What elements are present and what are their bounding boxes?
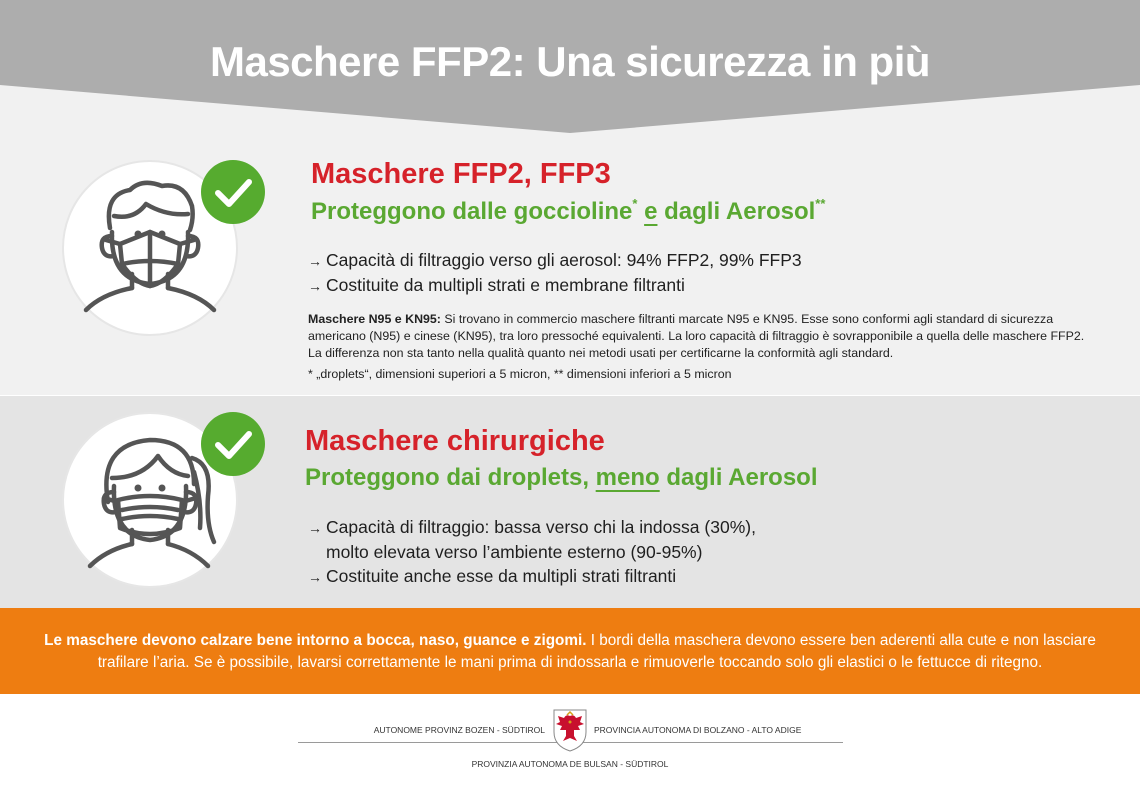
page-title: Maschere FFP2: Una sicurezza in più xyxy=(209,38,931,85)
surgical-subtitle xyxy=(305,464,818,492)
n95-note xyxy=(308,311,1098,362)
advice-banner xyxy=(0,608,1140,694)
arrow-icon: → xyxy=(308,520,322,536)
footer-ladin: PROVINZIA AUTONOMA DE BULSAN - SÜDTIROL xyxy=(471,759,669,769)
advice-bold-text: Le maschere devono calzare bene intorno a bocca, naso, guance e zigomi. xyxy=(44,632,587,649)
advice-normal-text: I bordi della maschera devono essere ben aderenti alla cute e non lasciare trafilare l’aria. Se è possibile, lavarsi correttamente le mani prima di indossarla e rimuoverle toccando solo gli elastici o le fettucce di ritegno. xyxy=(97,632,1096,671)
advice-text xyxy=(20,630,1120,674)
arrow-icon: → xyxy=(308,253,322,269)
n95-note-text: Si trovano in commercio maschere filtranti marcate N95 e KN95. Esse sono conformi agli standard di sicurezza americano (N95) e cinese (KN95), tra loro pressoché equivalenti. La loro capacità di filtraggio è sovrapponibile a quella delle maschere FFP2. La differenza non sta tanto nella qualità quanto nei metodi usati per certificarne la conformità agli standard. xyxy=(308,312,1085,360)
surgical-bullet-continued: molto elevata verso l’ambiente esterno (90-95%) xyxy=(326,542,703,562)
footer-italian: PROVINCIA AUTONOMA DI BOLZANO - ALTO ADIGE xyxy=(594,725,802,735)
surgical-subtitle-underlined: meno xyxy=(595,464,660,491)
footer-german: AUTONOME PROVINZ BOZEN - SÜDTIROL xyxy=(373,725,545,735)
ffp2-bullet xyxy=(308,248,802,273)
ffp2-bullet2-text: Costituite da multipli strati e membrane filtranti xyxy=(326,275,685,295)
ffp2-bullets xyxy=(308,248,802,298)
ffp2-subtitle-sup1: * xyxy=(632,196,638,211)
check-icon xyxy=(201,160,265,224)
ffp2-bullet1-text: Capacità di filtraggio verso gli aerosol: 94% FFP2, 99% FFP3 xyxy=(326,250,802,270)
ffp2-subtitle-underlined: e xyxy=(644,198,658,225)
surgical-bullet1-line1: Capacità di filtraggio: bassa verso chi la indossa (30%), xyxy=(326,517,756,537)
ffp2-title: Maschere FFP2, FFP3 xyxy=(311,158,611,190)
surgical-bullet2-text: Costituite anche esse da multipli strati filtranti xyxy=(326,566,677,586)
ffp2-subtitle-text2: dagli Aerosol xyxy=(657,198,816,225)
surgical-bullet xyxy=(308,564,756,589)
ffp2-subtitle-sup2: ** xyxy=(815,196,826,211)
surgical-title: Maschere chirurgiche xyxy=(305,425,605,457)
footnote: * „droplets“, dimensioni superiori a 5 micron, ** dimensioni inferiori a 5 micron xyxy=(308,367,732,381)
surgical-subtitle-text1: Proteggono dai droplets, xyxy=(305,464,596,491)
ffp2-subtitle xyxy=(311,198,825,226)
eagle-crest-icon xyxy=(552,708,588,752)
surgical-bullet xyxy=(308,515,756,540)
arrow-icon: → xyxy=(308,569,322,585)
ffp2-subtitle-text1: Proteggono dalle goccioline xyxy=(311,198,633,225)
arrow-icon: → xyxy=(308,278,322,294)
ffp2-bullet xyxy=(308,273,802,298)
surgical-subtitle-text2: dagli Aerosol xyxy=(659,464,818,491)
check-icon xyxy=(201,412,265,476)
n95-note-bold: Maschere N95 e KN95: xyxy=(308,312,441,326)
footer xyxy=(0,694,1140,788)
header-banner xyxy=(0,0,1140,135)
surgical-bullets xyxy=(308,515,756,589)
